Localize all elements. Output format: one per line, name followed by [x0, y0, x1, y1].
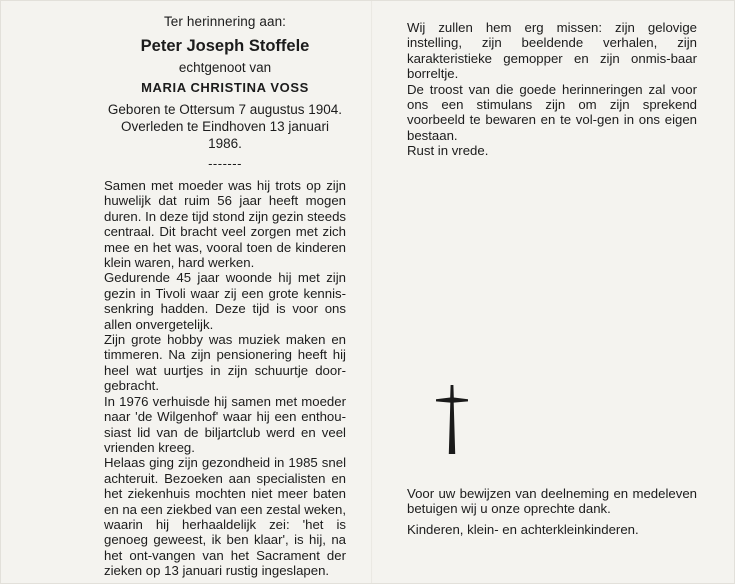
biography-paragraph: In 1976 verhuisde hij samen met moeder naar 'de Wilgenhof' waar hij een enthou-siast lid van de biljartclub werd en veel vrienden kreeg. [104, 393, 346, 455]
remembrance-paragraph: De troost van die goede herinneringen zal voor ons een stimulans zijn om zijn sprekend voorbeeld te bewaren en te vol-gen in ons eigen bestaan. [407, 81, 697, 143]
family-signature: Kinderen, klein- en achterkleinkinderen. [407, 521, 639, 537]
deceased-name: Peter Joseph Stoffele [140, 37, 310, 55]
biography-paragraph: Gedurende 45 jaar woonde hij met zijn gezin in Tivoli waar zij een grote kennis-senkring hadden. Deze tijd is voor ons allen onvergetelijk. [104, 270, 346, 332]
remembrance-text [407, 20, 697, 159]
right-panel-top [407, 20, 697, 159]
card-fold [371, 0, 373, 584]
life-dates [104, 101, 346, 152]
biography [104, 178, 346, 579]
biography-paragraph: Zijn grote hobby was muziek maken en timmeren. Na zijn pensionering heeft hij heel wat uurtjes in zijn schuurtje door-gebracht. [104, 332, 346, 394]
latin-cross-icon [434, 384, 470, 456]
thanks-paragraph: Voor uw bewijzen van deelneming en medeleven betuigen wij u onze oprechte dank. [407, 486, 697, 517]
closing-text [407, 486, 697, 537]
intro-text: Ter herinnering aan: [163, 14, 287, 29]
spouse-name: MARIA CHRISTINA VOSS [141, 80, 309, 95]
rest-in-peace: Rust in vrede. [407, 143, 489, 159]
left-panel [104, 14, 346, 579]
biography-paragraph: Helaas ging zijn gezondheid in 1985 snel achteruit. Bezoeken aan specialisten en het ziekenhuis mochten niet meer baten en na een ziekbed van een zestal weken, waarin hij herhaaldelijk zei: 'het is genoeg geweest, ik ben klaar', is hij, na het ont-vangen van het Sacrament der zieken op 13 januari rustig ingeslapen. [104, 455, 346, 579]
separator: ------- [208, 156, 242, 171]
birth-line: Geboren te Ottersum 7 augustus 1904. [107, 102, 343, 117]
death-line: Overleden te Eindhoven 13 januari 1986. [121, 119, 329, 151]
right-panel-bottom [407, 486, 697, 537]
remembrance-paragraph: Wij zullen hem erg missen: zijn gelovige instelling, zijn beeldende verhalen, zijn karakteristieke gemopper en zijn onmis-baar borreltje. [407, 20, 697, 82]
biography-paragraph: Samen met moeder was hij trots op zijn huwelijk dat ruim 56 jaar heeft mogen duren. In deze tijd stond zijn gezin steeds centraal. Dit bracht veel zorgen met zich mee en het was, vooral toen de kinderen klein waren, hard werken. [104, 178, 346, 271]
spouse-label: echtgenoot van [178, 60, 272, 75]
